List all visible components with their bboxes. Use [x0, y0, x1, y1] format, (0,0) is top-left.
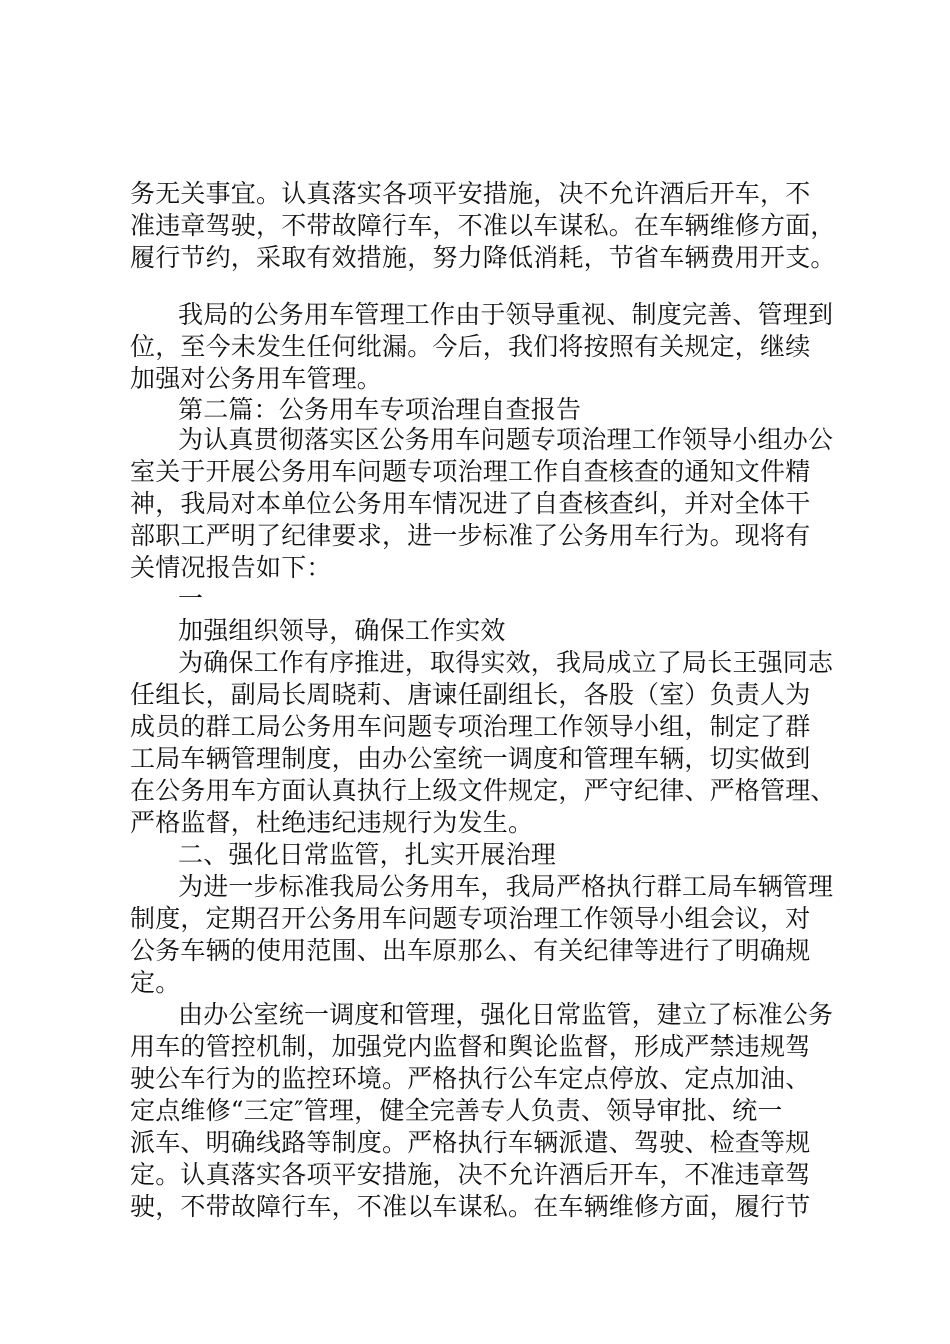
text-line: 任组长，副局长周晓莉、唐谏任副组长，各股（室）负责人为 — [130, 680, 811, 709]
text-line: 定。认真落实各项平安措施，决不允许酒后开车，不准违章驾 — [130, 1160, 811, 1189]
text-line: 室关于开展公务用车问题专项治理工作自查核查的通知文件精 — [130, 457, 811, 486]
text-line: 制度，定期召开公务用车问题专项治理工作领导小组会议，对 — [130, 904, 811, 933]
paragraph-first-line: 我局的公务用车管理工作由于领导重视、制度完善、管理到 — [178, 300, 834, 329]
heading-text: 二、强化日常监管，扎实开展治理 — [178, 840, 557, 869]
text-line: 关情况报告如下： — [130, 553, 332, 582]
text-line: 履行节约，采取有效措施，努力降低消耗，节省车辆费用开支。 — [130, 243, 836, 272]
text-line: 务无关事宜。认真落实各项平安措施，决不允许酒后开车，不 — [130, 179, 811, 208]
text-line: 驶公车行为的监控环境。严格执行公车定点停放、定点加油、 — [130, 1064, 811, 1093]
text-line: 加强对公务用车管理。 — [130, 364, 383, 393]
paragraph-first-line: 为进一步标准我局公务用车，我局严格执行群工局车辆管理 — [178, 872, 834, 901]
heading-text: 加强组织领导，确保工作实效 — [178, 616, 506, 645]
text-line: 成员的群工局公务用车问题专项治理工作领导小组，制定了群 — [130, 712, 811, 741]
paragraph-first-line: 由办公室统一调度和管理，强化日常监管，建立了标准公务 — [178, 1000, 834, 1029]
text-line: 神，我局对本单位公务用车情况进了自查核查纠，并对全体干 — [130, 489, 811, 518]
text-line: 公务车辆的使用范围、出车原那么、有关纪律等进行了明确规 — [130, 936, 811, 965]
text-line: 工局车辆管理制度，由办公室统一调度和管理车辆，切实做到 — [130, 744, 811, 773]
text-line: 部职工严明了纪律要求，进一步标准了公务用车行为。现将有 — [130, 521, 811, 550]
text-line: 在公务用车方面认真执行上级文件规定，严守纪律、严格管理、 — [130, 776, 836, 805]
text-line: 用车的管控机制，加强党内监督和舆论监督，形成严禁违规驾 — [130, 1032, 811, 1061]
text-line: 定点维修“三定″管理，健全完善专人负责、领导审批、统一 — [130, 1096, 783, 1125]
paragraph-first-line: 为认真贯彻落实区公务用车问题专项治理工作领导小组办公 — [178, 425, 834, 454]
text-line: 准违章驾驶，不带故障行车，不准以车谋私。在车辆维修方面， — [130, 211, 836, 240]
paragraph-first-line: 为确保工作有序推进，取得实效，我局成立了局长王强同志 — [178, 648, 834, 677]
text-line: 定。 — [130, 968, 181, 997]
heading-number: 一 — [178, 584, 204, 613]
text-line: 派车、明确线路等制度。严格执行车辆派遣、驾驶、检查等规 — [130, 1128, 811, 1157]
text-line: 驶，不带故障行车，不准以车谋私。在车辆维修方面，履行节 — [130, 1192, 811, 1221]
section-title: 第二篇：公务用车专项治理自查报告 — [178, 395, 582, 424]
text-line: 位，至今未发生任何纰漏。今后，我们将按照有关规定，继续 — [130, 332, 811, 361]
text-line: 严格监督，杜绝违纪违规行为发生。 — [130, 808, 534, 837]
